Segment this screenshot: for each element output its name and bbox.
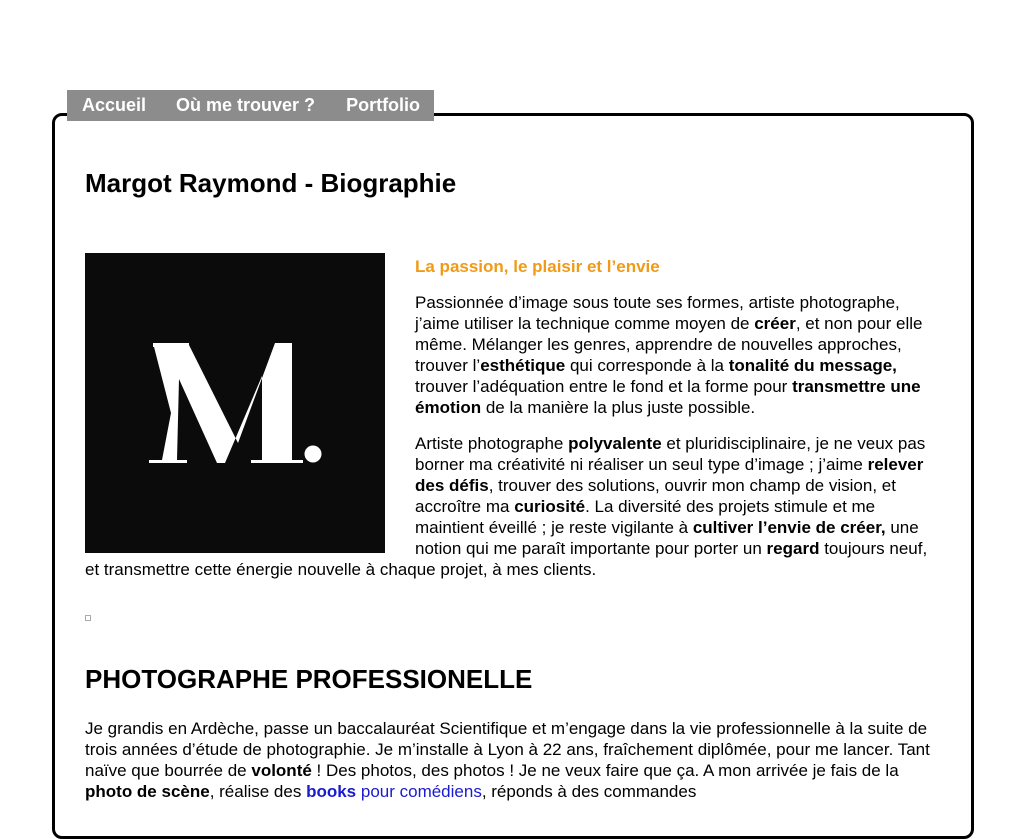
page-title: Margot Raymond - Biographie	[85, 168, 457, 198]
emphasis: curiosité	[514, 497, 586, 516]
emphasis: cultiver l’envie de créer,	[692, 518, 886, 537]
emphasis: volonté	[251, 761, 312, 780]
emphasis: esthétique	[480, 356, 566, 375]
emphasis: photo de scène	[85, 782, 210, 801]
emphasis: transmettre une émotion	[415, 377, 921, 417]
section-title: PHOTOGRAPHE PROFESSIONELLE	[85, 664, 533, 694]
broken-image-placeholder	[85, 615, 91, 621]
comediens-link[interactable]: pour comédiens	[356, 782, 482, 801]
text: , et non pour elle même. Mélanger les genres, apprendre de nouvelles approches, trouver l’	[415, 314, 923, 375]
nav-ou-me-trouver[interactable]: Où me trouver ?	[176, 95, 316, 115]
text: une notion qui me paraît importante pour porter un	[415, 518, 919, 558]
text: , réalise des	[209, 782, 307, 801]
text: ! Des photos, des photos ! Je ne veux faire que ça. A mon arrivée je fais de la	[311, 761, 899, 780]
text: , trouver des solutions, ouvrir mon champ de vision, et accroître ma	[415, 476, 896, 516]
nav-accueil[interactable]: Accueil	[82, 95, 147, 115]
text: qui corresponde à la	[565, 356, 729, 375]
emphasis: regard	[766, 539, 820, 558]
text: , réponds à des commandes	[481, 782, 697, 801]
books-link[interactable]: books	[306, 782, 357, 801]
text: de la manière la plus juste possible.	[481, 398, 756, 417]
text: Je grandis en Ardèche, passe un baccalauréat Scientifique et m’engage dans la vie professionnelle à la suite de trois années d’étude de photographie. Je m’installe à Lyon à 22 ans, fraîchement diplômée, pour me lancer. Tant naïve que bourrée de	[85, 719, 930, 780]
text: . La diversité des projets stimule et me maintient éveillé ; je reste vigilante à	[415, 497, 876, 537]
emphasis: relever des défis	[415, 455, 924, 495]
text: trouver l’adéquation entre le fond et la forme pour	[415, 377, 793, 396]
text: toujours neuf, et transmettre cette énergie nouvelle à chaque projet, à mes clients.	[85, 539, 928, 579]
text: Artiste photographe	[415, 434, 569, 453]
bio-subtitle: La passion, le plaisir et l’envie	[415, 257, 660, 276]
emphasis: créer	[754, 314, 796, 333]
main-nav	[67, 90, 434, 121]
emphasis: polyvalente	[568, 434, 662, 453]
emphasis: tonalité du message,	[728, 356, 897, 375]
text: et pluridisciplinaire, je ne veux pas borner ma créativité ni réaliser un seul type d’image ; j’aime	[415, 434, 926, 474]
nav-portfolio[interactable]: Portfolio	[346, 95, 421, 115]
text: Passionnée d’image sous toute ses formes, artiste photographe, j’aime utiliser la technique comme moyen de	[415, 293, 900, 333]
bio-section	[85, 253, 943, 580]
pro-paragraph	[85, 718, 943, 802]
